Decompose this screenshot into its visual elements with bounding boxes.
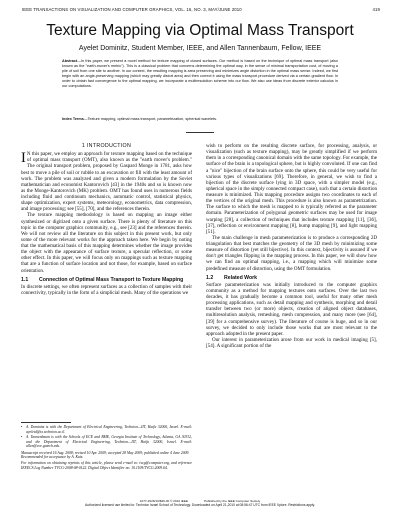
- license-notice: Authorized licensed use limited to: Technion Israel School of Technology. Downloaded on April 21,2010 at 08:56:47 UTC from IEEE Xplore. Restrictions apply.: [85, 503, 315, 507]
- issn-copyright: 1077-2626/10/$26.00 © 2010 IEEE: [139, 499, 188, 503]
- first-word-rest: N: [26, 151, 31, 158]
- subsection-title: Connection of Optimal Mass Transport to Texture Mapping: [39, 276, 184, 283]
- footnote-rule: [21, 422, 71, 423]
- page-footer: [0, 499, 400, 507]
- footnote-text: A. Tannenbaum is with the Schools of ECE and BME, Georgia Institute of Technology, Atlanta, GA 30332, and the Department of Electrical Engineering, Technion—IIT, Haifa 32000, Israel. E-mail: allen@ece.gatech.edu.: [26, 434, 192, 449]
- subsection-1-1-paragraph: In discrete settings, we often represent surfaces as a collection of samples with their connectivity, typically in the form of a simplicial mesh. Many of the operations we: [21, 283, 192, 296]
- related-work-paragraph-2: Our interest in parameterization arose from our work in medical imaging [5], [54]. A significant portion of the: [206, 336, 377, 350]
- abstract-text: —In this paper, we present a novel method for texture mapping of closed surfaces. Our method is based on the technique of optimal mass transport (also known as the "earth-mover's metric"). This is a classical problem that concerns determining the optimal way, in the sense of minimal transportation cost, of moving a pile of soil from one site to another. In our context, the resulting mapping is area preserving and minimizes angle distortion in the optimal mass sense. Indeed, we first begin with an angle-preserving mapping (which may greatly distort area) and then correct it using the mass transport procedure derived via a certain gradient flow. In order to obtain fast convergence to the optimal mapping, we incorporate a multiresolution scheme into our flow. We also use ideas from discrete exterior calculus in our computations.: [62, 59, 338, 89]
- journal-header: IEEE TRANSACTIONS ON VISUALIZATION AND COMPUTER GRAPHICS, VOL. 16, NO. 3, MAY/JUNE 2010: [22, 7, 242, 12]
- bullet-icon: •: [21, 425, 23, 429]
- subsection-number: 1.2: [206, 274, 214, 281]
- reprints-info: For information on obtaining reprints of this article, please send e-mail to: tvcg@computer.org, and reference IEEECS Log Number TVCG-2008-08-0122. Digital Object Identifier no. 10.1109/TVCG.2009.64.: [21, 461, 192, 471]
- intro-paragraph-1: [21, 151, 192, 212]
- abstract-label: Abstract: [62, 59, 78, 63]
- left-column: [21, 143, 192, 296]
- intro-p1-text: this paper, we employ an approach for texture mapping based on the technique of optimal mass transport (OMT), also known as the "earth mover's problem." The original transport problem, proposed by Gaspard Monge in 1781, asks how best to move a pile of soil or rubble to an excavation or fill with the least amount of work. The problem was analyzed and given a modern formulation by the Soviet mathematician and economist Kantorovich [43] in the 1940s and so is known now as the Monge-Kantorovich (MK) problem. OMT has found uses in numerous fields including fluid and continuum mechanics, automatic control, statistical physics, shape optimization, expert systems, meteorology, econometrics, data compression, and image processing; see [55], [70], and the references therein.: [21, 151, 192, 213]
- right-paragraph-1: wish to perform on the resulting discrete surface, for processing, analysis, or visualization (such as texture mapping), may be greatly simplified if we perform them in a corresponding canonical domain with the same topology. For example, the surface of the brain is a topological sphere, but is highly convoluted. If one can find a "nice" bijection of the brain surface onto the sphere, this could be very useful for various types of visualizations [69]. Therefore, in general, we wish to find a bijection of the discrete surface lying in 3D space, with a simpler model (e.g., spherical space in the simply connected compact case), such that a certain distortion measure is minimized. This mapping procedure assigns two coordinates to each of the vertices of the original mesh. This procedure is also known as parametrization. The surface to which the mesh is mapped to is typically referred as the parameter domain. Parameterization of polygonal geometric surfaces may be used for image warping [28], a collection of techniques that includes texture mapping [11], [36], [37], reflection or environment mapping [8], bump mapping [9], and light mapping [51].: [206, 143, 377, 235]
- bullet-icon: •: [21, 434, 23, 439]
- publisher-line: Published by the IEEE Computer Society: [203, 499, 261, 503]
- right-column: [206, 143, 377, 349]
- related-work-paragraph-1: Surface parameterization was initially introduced to the computer graphics community as a method for mapping textures onto surfaces. Over the last two decades, it has gradually become a common tool, useful for many other mesh processing applications, such as detail mapping and synthesis, morphing and detail transfer between two (or more) objects, creation of aligned object databases, multiresolution analysis, remeshing, mesh compression, and many more (see [64], [39] for a comprehensive survey). The literature of course is huge, and so in our survey, we decided to only include those works that are most relevant to the approach adopted in the present paper.: [206, 281, 377, 337]
- index-terms-text: —Texture mapping, optimal mass transport, parametrization, spherical wavelets.: [83, 117, 218, 121]
- right-paragraph-2: The main challenge in mesh parameterization is to produce a corresponding 2D triangulation that best matches the geometry of the 3D mesh by minimizing some measure of distortion (yet still bijective). In this context, bijectivity is assured if we don't get triangles flipping in the mapping process. In this paper, we will show how we can find an optimal mapping, i.e., a mapping which will minimize some predefined measure of distortion, using the OMT formulation.: [206, 234, 377, 272]
- author-line: Ayelet Dominitz, Student Member, IEEE, and Allen Tannenbaum, Fellow, IEEE: [78, 45, 322, 52]
- recommended-by: Recommended for acceptance by A. Kuiz.: [21, 455, 84, 460]
- index-terms: [62, 117, 338, 122]
- intro-paragraph-2: The texture mapping methodology is based on mapping an image either synthesized or digitized onto a given surface. There is plenty of literature on this topic in the computer graphics community, e.g., see [23] and the references therein. We will not review all the literature on this subject in this present work, but only some of the more relevant works for the approach taken here. We begin by noting that the mathematical basis of this mapping determines whether the image provides the object with the appearance of surface texture, a specular reflection, or some other effect. In this paper, we will focus only on mappings such as texture mapping that are a function of surface location and not those, for example, based on surface orientation.: [21, 212, 192, 274]
- subsection-heading-1-1: [21, 277, 192, 283]
- subsection-heading-1-2: [206, 275, 377, 281]
- index-terms-label: Index Terms: [62, 117, 84, 121]
- running-head: [22, 7, 380, 12]
- footnote-text: A. Dominitz is with the Department of Electrical Engineering, Technion—IIT, Haifa 32000, Israel. E-mail: ayeletd@tx.technion.ac.il.: [26, 425, 192, 434]
- abstract: [62, 59, 338, 90]
- footnote-affiliation-1: [21, 425, 192, 434]
- footnote-affiliation-2: [21, 435, 192, 449]
- separator-rule: [186, 132, 214, 133]
- section-heading-introduction: 1 INTRODUCTION: [81, 143, 132, 149]
- subsection-title: Related Work: [224, 274, 258, 281]
- manuscript-dates: Manuscript received 16 Aug. 2008; revised 10 Apr. 2009; accepted 28 May 2009; published online 4 June 2009.: [21, 450, 190, 455]
- subsection-number: 1.1: [21, 276, 29, 283]
- footnotes: [21, 425, 192, 471]
- drop-cap: I: [21, 150, 26, 167]
- page-number: 419: [372, 7, 380, 12]
- paper-title: Texture Mapping via Optimal Mass Transport: [46, 22, 354, 39]
